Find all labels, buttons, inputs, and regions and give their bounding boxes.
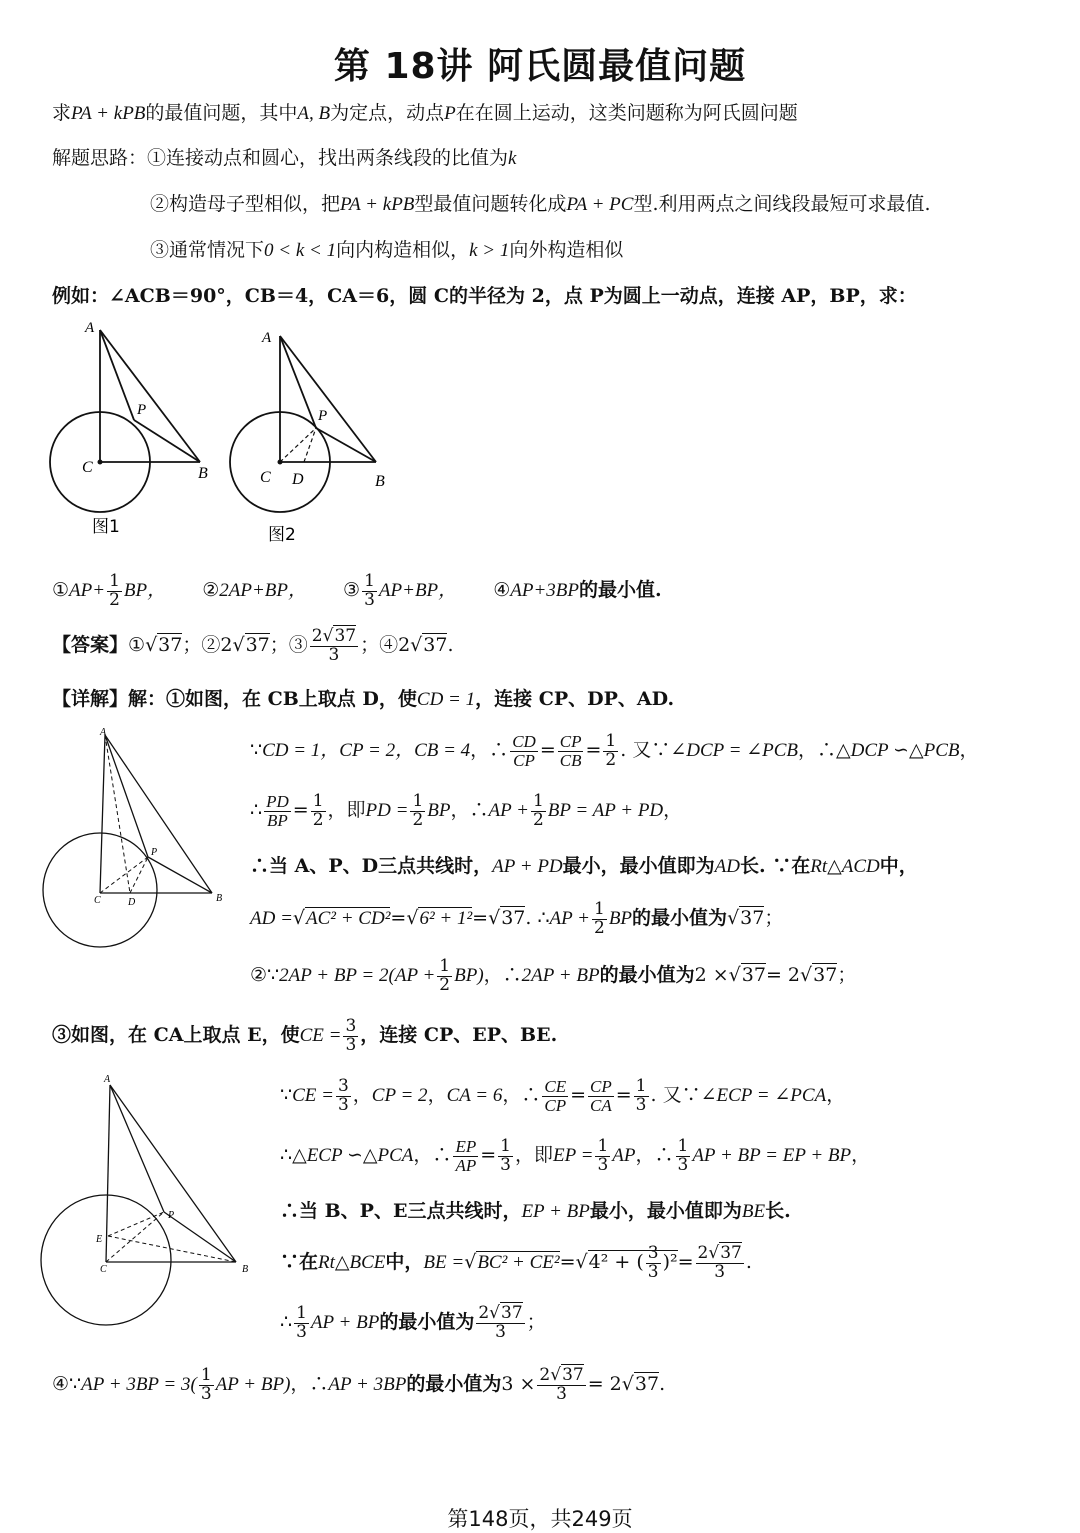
fig2-segment-cp xyxy=(280,428,316,462)
fig2-segment-ap xyxy=(280,336,316,428)
detail-line-7: ∵CE = $\frac{3}{3}$ ，CP = 2，CA = 6，∴ $\frac{CE}{CP}$ = $\frac{CP}{CA}$ = $\frac{1}{3}$ . 又∵∠ECP = ∠PCA， xyxy=(280,1075,846,1115)
fig2-caption: 图2 xyxy=(268,525,296,545)
fig3-label-b: B xyxy=(216,893,223,904)
fig1-segment-ap xyxy=(100,330,134,420)
detail-line-2: ∴ $\frac{PD}{BP}$ = $\frac{1}{2}$ ，即PD = $\frac{1}{2}$ BP，∴AP + $\frac{1}{2}$ BP = AP + PD， xyxy=(250,790,683,830)
detail-line-11: ∴ $\frac{1}{3}$ AP + BP的最小值为 $\frac{2√37}{3}$ ； xyxy=(280,1302,546,1342)
fig3-label-d: D xyxy=(128,897,136,908)
fig3-segment-ap xyxy=(105,735,148,857)
fig4-label-p: P xyxy=(168,1210,175,1221)
fig2-center-dot xyxy=(278,460,283,465)
idea-step1: 解题思路：①连接动点和圆心，找出两条线段的比值为k xyxy=(52,147,517,169)
example-text: 例如：∠ACB＝90°，CB＝4，CA＝6，圆 C的半径为 2，点 P为圆上一动点，连接 AP，BP，求： xyxy=(52,285,917,307)
fig2-label-b: B xyxy=(375,473,385,490)
fig1-caption: 图1 xyxy=(92,517,120,537)
fig1-label-b: B xyxy=(198,465,208,482)
fig3-label-c: C xyxy=(94,895,101,906)
fig1-label-p: P xyxy=(137,402,147,418)
fig2-label-a: A xyxy=(262,330,272,346)
fig4-label-c: C xyxy=(100,1264,107,1275)
questions-line: ①AP+ $\frac{1}{2}$ BP， ②2AP+BP， ③ $\frac{1}{3}$ AP+BP， ④AP+3BP的最小值. xyxy=(52,570,662,610)
fig1-segment-bp xyxy=(134,420,200,462)
fig4-label-e: E xyxy=(96,1234,103,1245)
detail-line-4: AD =√AC² + CD²=√6² + 1²=√37. ∴AP + $\frac{1}{2}$ BP的最小值为√37； xyxy=(250,898,784,938)
fig4-segment-ep xyxy=(108,1212,164,1236)
fig2-label-p: P xyxy=(318,408,328,424)
idea-step2: ②构造母子型相似，把PA + kPB型最值问题转化成PA + PC型.利用两点之间线段最短可求最值. xyxy=(150,193,931,215)
fig4-label-b: B xyxy=(242,1264,249,1275)
detail-line-12: ④∵AP + 3BP = 3( $\frac{1}{3}$ AP + BP)，∴AP + 3BP的最小值为3 × $\frac{2√37}{3}$ = 2√37. xyxy=(52,1364,666,1404)
detail-line-8: ∴△ECP ∽△PCA，∴ $\frac{EP}{AP}$ = $\frac{1}{3}$ ，即EP = $\frac{1}{3}$ AP，∴ $\frac{1}{3}$ AP + BP = EP + BP， xyxy=(280,1135,871,1175)
detail-line-9: ∴当 B、P、E三点共线时，EP + BP最小，最小值即为BE长. xyxy=(280,1200,791,1222)
idea-step3: ③通常情况下0 < k < 1向内构造相似，k > 1向外构造相似 xyxy=(150,239,624,261)
page-footer: 第148页，共249页 xyxy=(447,1507,633,1531)
fig1-center-dot xyxy=(98,460,103,465)
figure-4 xyxy=(40,1070,260,1360)
fig2-segment-bp xyxy=(316,428,376,462)
fig3-side-ab xyxy=(105,735,212,893)
answer-line: 【答案】①√37；②2√37；③ $\frac{2√37}{3}$ ；④2√37. xyxy=(52,625,454,665)
detail-line-10: ∵在Rt△BCE中，BE =√BC² + CE²=√4² + ( $\frac{3}{3}$ )²= $\frac{2√37}{3}$ . xyxy=(280,1242,752,1282)
figure-2 xyxy=(220,320,410,550)
fig3-segment-ad xyxy=(105,735,130,893)
fig4-label-a: A xyxy=(104,1074,111,1085)
figure-3 xyxy=(40,725,240,955)
detail-line-1: ∵CD = 1，CP = 2，CB = 4，∴ $\frac{CD}{CP}$ = $\frac{CP}{CB}$ = $\frac{1}{2}$ . 又∵∠DCP = ∠PCB，∴△DCP ∽△PCB， xyxy=(250,730,979,770)
fig3-label-p: P xyxy=(151,847,158,858)
fig1-label-c: C xyxy=(82,459,93,476)
fig2-segment-dp xyxy=(304,428,316,462)
intro-line: 求PA + kPB的最值问题，其中A, B为定点，动点P在在圆上运动，这类问题称为阿氏圆问题 xyxy=(52,102,798,124)
fig3-label-a: A xyxy=(100,727,107,738)
fig3-side-ca xyxy=(100,735,105,893)
fig1-label-a: A xyxy=(85,320,95,336)
fig2-label-d: D xyxy=(292,471,304,488)
detail-line-3: ∴当 A、P、D三点共线时，AP + PD最小，最小值即为AD长. ∵在Rt△ACD中， xyxy=(250,855,918,877)
detail-line-0: 【详解】解：①如图，在 CB上取点 D，使CD = 1，连接 CP、DP、AD. xyxy=(52,688,675,710)
fig3-segment-dp xyxy=(130,857,148,893)
page-title: 第 18讲 阿氏圆最值问题 xyxy=(333,46,747,87)
fig2-label-c: C xyxy=(260,469,271,486)
detail-line-5: ②∵2AP + BP = 2(AP + $\frac{1}{2}$ BP)，∴2AP + BP的最小值为2 ×√37= 2√37； xyxy=(250,955,857,995)
figure-1 xyxy=(40,320,230,550)
fig2-side-ab xyxy=(280,336,376,462)
fig4-segment-cp xyxy=(106,1212,164,1262)
fig1-side-ab xyxy=(100,330,200,462)
fig4-side-ab xyxy=(110,1085,236,1262)
fig3-segment-cp xyxy=(100,857,148,893)
detail-line-6: ③如图，在 CA上取点 E，使CE = $\frac{3}{3}$ ，连接 CP、EP、BE. xyxy=(52,1015,558,1055)
